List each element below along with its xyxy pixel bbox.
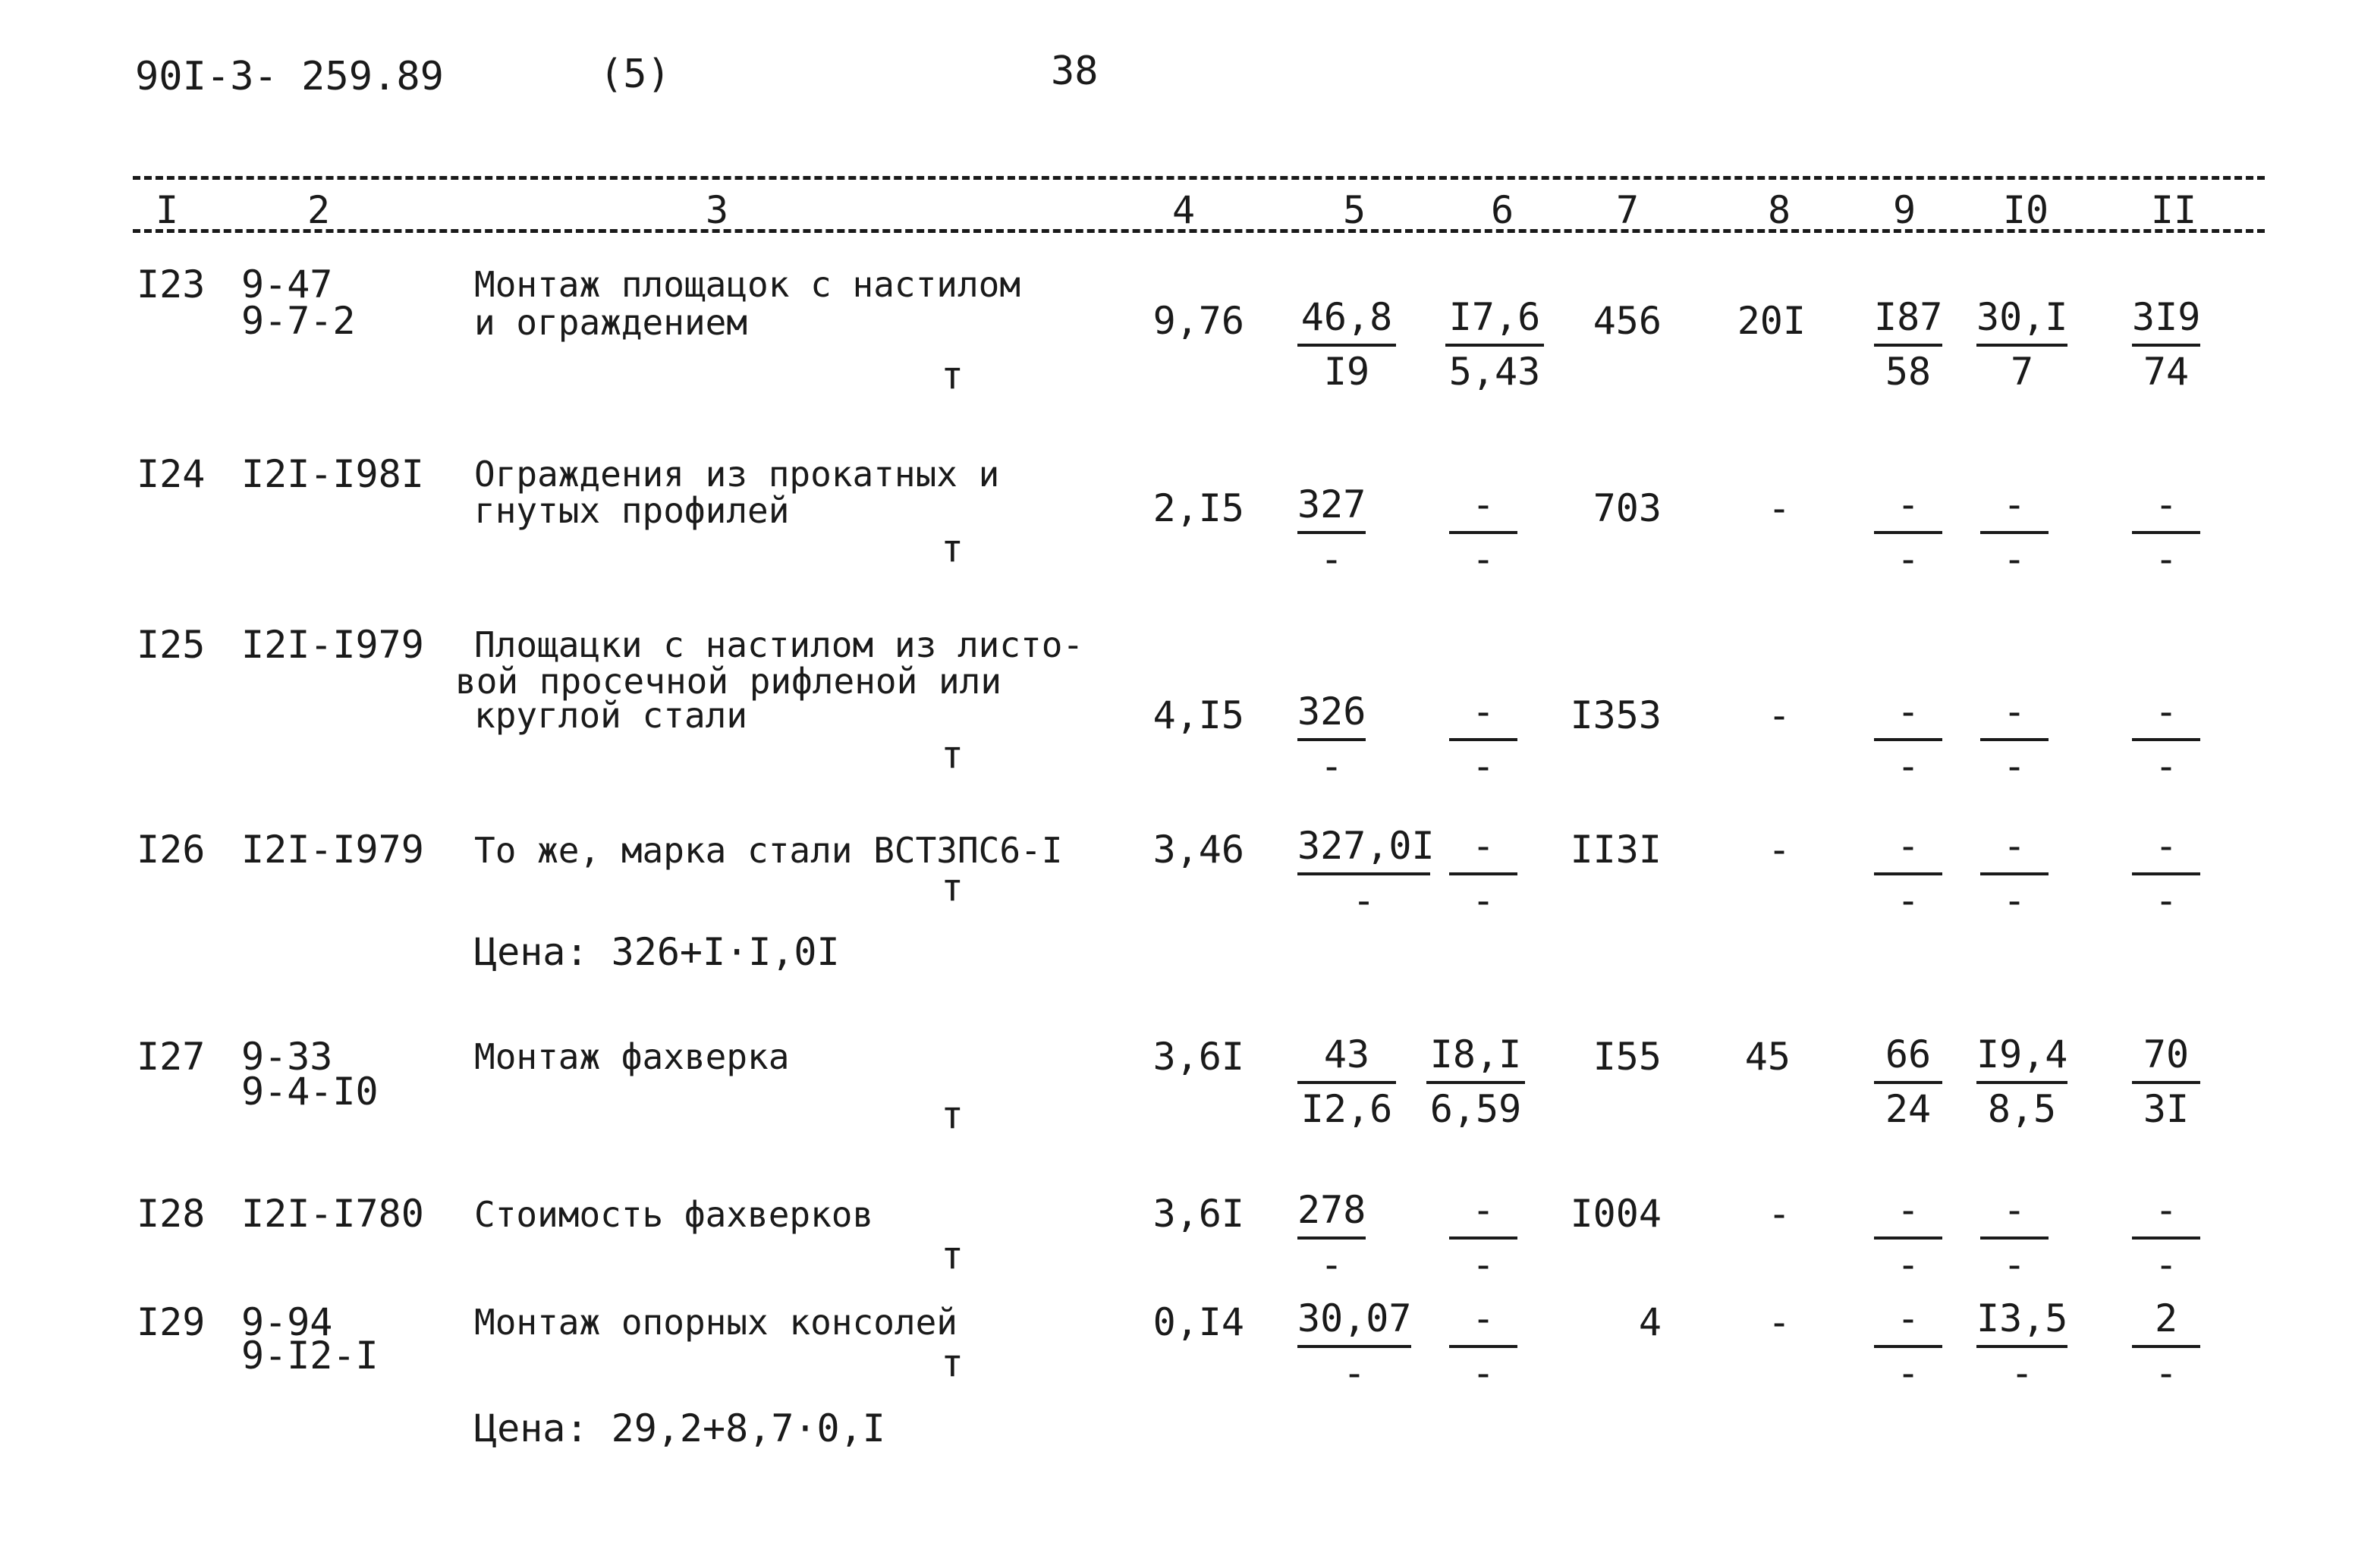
- fraction-numerator: 278: [1297, 1188, 1366, 1232]
- row-number: I26: [137, 828, 206, 872]
- column-header: 5: [1342, 188, 1366, 232]
- fraction-bar: [2132, 1236, 2200, 1240]
- fraction-denominator: I2,6: [1300, 1087, 1393, 1131]
- fraction-col5: [1297, 824, 1435, 922]
- value-col8: -: [1767, 828, 1791, 872]
- fraction-denominator: -: [1352, 878, 1376, 922]
- fraction-denominator: 74: [2143, 350, 2190, 394]
- fraction-col10: [1980, 482, 2049, 581]
- fraction-col9: [1874, 295, 1943, 394]
- fraction-numerator: -: [1471, 690, 1495, 734]
- fraction-col9: [1874, 690, 1942, 788]
- column-header: I: [155, 188, 179, 232]
- value-col8: -: [1767, 1300, 1791, 1344]
- row-number: I25: [137, 623, 206, 667]
- fraction-numerator: -: [1896, 482, 1920, 526]
- fraction-bar: [1874, 1081, 1942, 1084]
- fraction-bar: [2132, 738, 2200, 741]
- description-line: и ограждением: [474, 302, 748, 343]
- row-number: I24: [137, 452, 206, 496]
- fraction-bar: [1297, 531, 1366, 534]
- description-line: Ограждения из прокатных и: [474, 454, 1000, 495]
- fraction-col11: [2132, 1296, 2200, 1395]
- value-col8: -: [1767, 693, 1791, 737]
- fraction-denominator: -: [1896, 1351, 1920, 1395]
- row-number: I28: [137, 1192, 206, 1236]
- fraction-col11: [2132, 482, 2200, 581]
- fraction-col9: [1874, 1032, 1942, 1131]
- fraction-col10: [1980, 1188, 2049, 1287]
- fraction-bar: [1874, 872, 1942, 875]
- fraction-bar: [1874, 1345, 1942, 1348]
- column-header: 2: [307, 188, 331, 232]
- description-line: Монтаж фахверка: [474, 1036, 790, 1077]
- row-number: I27: [137, 1035, 206, 1079]
- fraction-bar: [2132, 1081, 2200, 1084]
- norm-code: 9-47: [241, 262, 333, 306]
- fraction-bar: [2132, 872, 2200, 875]
- fraction-numerator: -: [1896, 1296, 1920, 1340]
- fraction-bar: [1426, 1081, 1525, 1084]
- fraction-denominator: -: [2002, 744, 2027, 788]
- unit-label: т: [941, 733, 964, 777]
- unit-label: т: [941, 866, 964, 910]
- fraction-denominator: -: [2010, 1351, 2034, 1395]
- value-col7: 4: [1638, 1300, 1662, 1344]
- fraction-numerator: -: [1471, 824, 1495, 868]
- document-code: 90I-3- 259.89: [135, 54, 444, 99]
- fraction-numerator: -: [2002, 1188, 2027, 1232]
- fraction-denominator: -: [1896, 744, 1920, 788]
- fraction-bar: [1297, 1236, 1366, 1240]
- fraction-bar: [1449, 738, 1517, 741]
- fraction-numerator: 3I9: [2132, 295, 2201, 339]
- fraction-bar: [1449, 1345, 1517, 1348]
- fraction-col5: [1297, 1188, 1366, 1287]
- fraction-bar: [1297, 1345, 1411, 1348]
- column-header: 3: [705, 188, 729, 232]
- page-number: 38: [1051, 49, 1099, 94]
- fraction-numerator: -: [1896, 824, 1920, 868]
- fraction-denominator: 58: [1885, 350, 1932, 394]
- fraction-bar: [1874, 738, 1942, 741]
- fraction-bar: [1297, 1081, 1396, 1084]
- fraction-numerator: 30,I: [1976, 295, 2068, 339]
- fraction-bar: [1980, 738, 2049, 741]
- norm-code-secondary: 9-I2-I: [241, 1334, 379, 1378]
- description-line: вой просечной рифленой или: [455, 661, 1002, 702]
- fraction-denominator: I9: [1323, 350, 1370, 394]
- fraction-bar: [1976, 1345, 2067, 1348]
- fraction-numerator: 43: [1323, 1032, 1370, 1076]
- value-col4: 3,46: [1152, 828, 1244, 872]
- fraction-col5: [1297, 482, 1366, 581]
- fraction-col10: [1976, 1296, 2068, 1395]
- price-note: Цена: 29,2+8,7·0,I: [474, 1406, 885, 1450]
- fraction-denominator: -: [1342, 1351, 1366, 1395]
- fraction-denominator: -: [1471, 1351, 1495, 1395]
- fraction-denominator: 5,43: [1448, 350, 1541, 394]
- column-header: 7: [1615, 188, 1640, 232]
- fraction-col11: [2132, 1188, 2200, 1287]
- norm-code: I2I-I979: [241, 828, 424, 872]
- fraction-bar: [2132, 531, 2200, 534]
- fraction-numerator: 326: [1297, 690, 1366, 734]
- fraction-col6: [1449, 1296, 1517, 1395]
- fraction-bar: [1874, 344, 1942, 347]
- value-col8: -: [1767, 486, 1791, 530]
- column-header: 4: [1171, 188, 1196, 232]
- fraction-bar: [1976, 1081, 2067, 1084]
- fraction-bar: [1980, 872, 2049, 875]
- unit-label: т: [941, 1233, 964, 1277]
- fraction-numerator: I87: [1874, 295, 1943, 339]
- fraction-bar: [1297, 738, 1366, 741]
- table-header-rule: [133, 229, 2265, 233]
- fraction-col6: [1426, 1032, 1525, 1131]
- norm-code: 9-33: [241, 1035, 333, 1079]
- fraction-col9: [1874, 1188, 1942, 1287]
- fraction-bar: [1874, 1236, 1942, 1240]
- value-col4: 3,6I: [1152, 1192, 1244, 1236]
- fraction-numerator: I7,6: [1448, 295, 1541, 339]
- column-header: II: [2150, 188, 2197, 232]
- fraction-col6: [1449, 482, 1517, 581]
- fraction-bar: [1980, 1236, 2049, 1240]
- value-col7: 703: [1593, 486, 1662, 530]
- fraction-col9: [1874, 1296, 1942, 1395]
- fraction-numerator: 46,8: [1300, 295, 1393, 339]
- value-col4: 4,I5: [1152, 693, 1244, 737]
- fraction-bar: [1874, 531, 1942, 534]
- fraction-denominator: -: [1471, 1243, 1495, 1287]
- fraction-numerator: -: [1896, 1188, 1920, 1232]
- fraction-denominator: -: [1471, 744, 1495, 788]
- fraction-numerator: I9,4: [1976, 1032, 2068, 1076]
- fraction-numerator: 327: [1297, 482, 1366, 526]
- norm-code-secondary: 9-7-2: [241, 299, 356, 343]
- fraction-denominator: -: [1319, 744, 1344, 788]
- fraction-col10: [1976, 1032, 2068, 1131]
- fraction-numerator: -: [2002, 824, 2027, 868]
- fraction-col6: [1449, 690, 1517, 788]
- norm-code: 9-94: [241, 1300, 333, 1344]
- fraction-denominator: -: [1319, 537, 1344, 581]
- fraction-bar: [1449, 872, 1517, 875]
- fraction-numerator: -: [1471, 1188, 1495, 1232]
- fraction-numerator: 2: [2154, 1296, 2178, 1340]
- fraction-col11: [2132, 295, 2201, 394]
- table-top-rule: [133, 176, 2265, 180]
- description-line: Площацки с настилом из листо-: [474, 624, 1084, 665]
- fraction-denominator: -: [2154, 744, 2178, 788]
- fraction-col11: [2132, 690, 2200, 788]
- fraction-denominator: -: [2002, 878, 2027, 922]
- fraction-numerator: I8,I: [1429, 1032, 1522, 1076]
- norm-code-secondary: 9-4-I0: [241, 1070, 379, 1114]
- fraction-numerator: -: [1896, 690, 1920, 734]
- value-col7: I55: [1593, 1035, 1662, 1079]
- fraction-denominator: -: [2154, 537, 2178, 581]
- fraction-col10: [1980, 824, 2049, 922]
- fraction-denominator: -: [1896, 1243, 1920, 1287]
- fraction-numerator: 327,0I: [1297, 824, 1435, 868]
- value-col8: 45: [1744, 1035, 1791, 1079]
- description-line: То же, марка стали ВСТЗПС6-I: [474, 830, 1063, 871]
- unit-label: т: [941, 526, 964, 570]
- fraction-col5: [1297, 1296, 1412, 1395]
- fraction-numerator: I3,5: [1976, 1296, 2068, 1340]
- column-header: 6: [1490, 188, 1514, 232]
- value-col4: 3,6I: [1152, 1035, 1244, 1079]
- norm-code: I2I-I780: [241, 1192, 424, 1236]
- value-col7: 456: [1593, 299, 1662, 343]
- fraction-numerator: 30,07: [1297, 1296, 1412, 1340]
- unit-label: т: [941, 1341, 964, 1385]
- norm-code: I2I-I98I: [241, 452, 424, 496]
- value-col4: 9,76: [1152, 299, 1244, 343]
- fraction-bar: [1976, 344, 2067, 347]
- sheet-index: (5): [599, 52, 671, 97]
- fraction-numerator: -: [1471, 1296, 1495, 1340]
- norm-code: I2I-I979: [241, 623, 424, 667]
- fraction-col6: [1449, 824, 1517, 922]
- fraction-numerator: -: [2154, 824, 2178, 868]
- fraction-col5: [1297, 295, 1396, 394]
- fraction-denominator: -: [2002, 1243, 2027, 1287]
- value-col7: II3I: [1570, 828, 1662, 872]
- fraction-col5: [1297, 690, 1366, 788]
- fraction-col5: [1297, 1032, 1396, 1131]
- fraction-col9: [1874, 824, 1942, 922]
- fraction-denominator: 3I: [2143, 1087, 2190, 1131]
- row-number: I23: [137, 262, 206, 306]
- unit-label: т: [941, 354, 964, 397]
- fraction-bar: [1980, 531, 2049, 534]
- fraction-denominator: -: [1471, 878, 1495, 922]
- fraction-col11: [2132, 1032, 2200, 1131]
- fraction-bar: [1297, 872, 1430, 875]
- value-col7: I004: [1570, 1192, 1662, 1236]
- column-header: 8: [1767, 188, 1791, 232]
- fraction-col11: [2132, 824, 2200, 922]
- fraction-numerator: 70: [2143, 1032, 2190, 1076]
- column-header: I0: [2002, 188, 2049, 232]
- column-header: 9: [1892, 188, 1916, 232]
- value-col4: 0,I4: [1152, 1300, 1244, 1344]
- fraction-denominator: -: [1319, 1243, 1344, 1287]
- fraction-bar: [1445, 344, 1544, 347]
- description-line: гнутых профилей: [474, 490, 790, 531]
- value-col8: -: [1767, 1192, 1791, 1236]
- fraction-col9: [1874, 482, 1942, 581]
- fraction-numerator: -: [2154, 690, 2178, 734]
- fraction-col10: [1976, 295, 2068, 394]
- price-note: Цена: 326+I·I,0I: [474, 930, 840, 974]
- value-col7: I353: [1570, 693, 1662, 737]
- fraction-denominator: -: [2154, 878, 2178, 922]
- fraction-denominator: -: [1896, 537, 1920, 581]
- fraction-numerator: -: [2154, 1188, 2178, 1232]
- fraction-bar: [2132, 1345, 2200, 1348]
- fraction-denominator: -: [1471, 537, 1495, 581]
- description-line: Стоимость фахверков: [474, 1194, 874, 1235]
- fraction-col10: [1980, 690, 2049, 788]
- description-line: круглой стали: [474, 695, 748, 736]
- fraction-numerator: -: [2002, 482, 2027, 526]
- fraction-numerator: 66: [1885, 1032, 1932, 1076]
- fraction-numerator: -: [2002, 690, 2027, 734]
- fraction-bar: [2132, 344, 2200, 347]
- fraction-numerator: -: [1471, 482, 1495, 526]
- fraction-col6: [1449, 1188, 1517, 1287]
- fraction-bar: [1297, 344, 1396, 347]
- fraction-denominator: 6,59: [1429, 1087, 1522, 1131]
- fraction-col6: [1445, 295, 1544, 394]
- unit-label: т: [941, 1093, 964, 1137]
- fraction-denominator: 7: [2010, 350, 2034, 394]
- row-number: I29: [137, 1300, 206, 1344]
- fraction-denominator: -: [2154, 1351, 2178, 1395]
- description-line: Монтаж опорных консолей: [474, 1302, 957, 1343]
- fraction-denominator: 24: [1885, 1087, 1932, 1131]
- value-col4: 2,I5: [1152, 486, 1244, 530]
- fraction-denominator: -: [1896, 878, 1920, 922]
- fraction-denominator: -: [2002, 537, 2027, 581]
- fraction-denominator: -: [2154, 1243, 2178, 1287]
- fraction-bar: [1449, 1236, 1517, 1240]
- description-line: Монтаж площацок с настилом: [474, 264, 1021, 305]
- fraction-numerator: -: [2154, 482, 2178, 526]
- value-col8: 20I: [1737, 299, 1806, 343]
- fraction-bar: [1449, 531, 1517, 534]
- fraction-denominator: 8,5: [1987, 1087, 2057, 1131]
